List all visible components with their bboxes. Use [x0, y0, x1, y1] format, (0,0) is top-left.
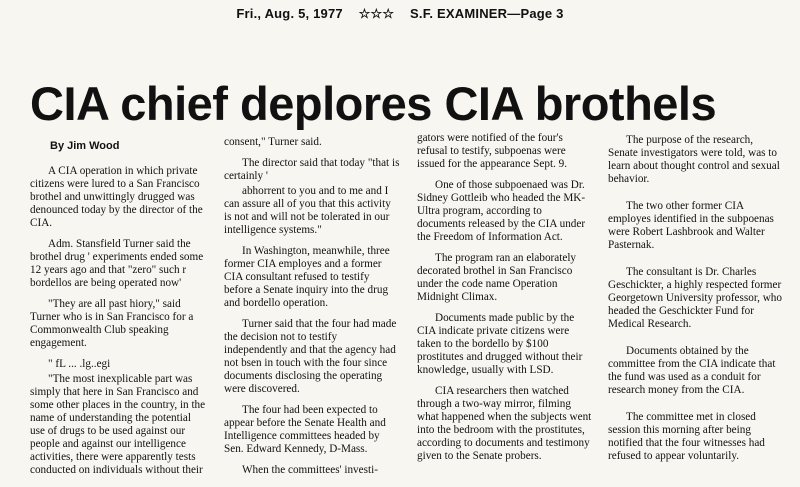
paragraph: CIA researchers then watched through a two-way mirror, filming what happened when the subjects went into the bedroom with the prostitutes, according to documents and testimony given to the Senate probers. [417, 385, 592, 462]
paragraph: abhorrent to you and to me and I can assure all of you that this activity is not and will not be tolerated in our intelligence systems." [224, 185, 391, 236]
paragraph: The committee met in closed session this morning after being notified that the four witnesses had refused to appear voluntarily. [608, 411, 765, 462]
garbled-subhead: " fL ... .lg..egi [48, 358, 111, 370]
paragraph: The purpose of the research, Senate investigators were told, was to learn about thought control and sexual behavior. [608, 134, 780, 185]
paragraph: consent," Turner said. [224, 136, 322, 148]
article-column-3 [417, 132, 593, 471]
paragraph: Adm. Stansfield Turner said the brothel drug ' experiments ended some 12 years ago and that "zero" such r bordellos are being operated now' [30, 238, 204, 289]
article-column-4 [608, 134, 784, 471]
paragraph: "The most inexplicable part was simply that here in San Francisco and some other places in the country, in the name of understanding the potential use of drugs to be used against our people and against our intelligence activities, there were apparently tests conducted on individuals without their [30, 373, 206, 476]
paragraph: In Washington, meanwhile, three former CIA employes and a former CIA consultant refused to testify before a Senate inquiry into the drug and bordello operation. [224, 245, 390, 309]
article-column-2 [224, 136, 400, 485]
headline: CIA chief deplores CIA brothels [30, 77, 717, 130]
paper-page: S.F. EXAMINER—Page 3 [410, 6, 564, 21]
paragraph: The four had been expected to appear before the Senate Health and Intelligence committees headed by Sen. Edward Kennedy, D-Mass. [224, 404, 386, 455]
paragraph: When the committees' investi- [242, 464, 378, 476]
article-column-1 [30, 140, 206, 485]
paragraph: The consultant is Dr. Charles Geschickter, a highly respected former Georgetown University professor, who headed the Geschickter Fund for Medical Research. [608, 266, 782, 330]
paragraph: The director said that today "that is certainly ' [224, 157, 400, 182]
paragraph: One of those subpoenaed was Dr. Sidney Gottleib who headed the MK-Ultra program, according to documents released by the CIA under the Freedom of Information Act. [417, 179, 586, 243]
stars-ornament: ☆☆☆ [358, 6, 395, 21]
paragraph: A CIA operation in which private citizens were lured to a San Francisco brothel and unwittingly drugged was denounced today by the director of the CIA. [30, 165, 203, 229]
paragraph: The program ran an elaborately decorated brothel in San Francisco under the code name Operation Midnight Climax. [417, 252, 577, 303]
masthead [0, 6, 800, 22]
paragraph: Documents obtained by the committee from the CIA indicate that the fund was used as a conduit for research money from the CIA. [608, 345, 776, 396]
byline: By Jim Wood [50, 140, 120, 152]
paragraph: gators were notified of the four's refusal to testify, subpoenas were issued for the appearance Sept. 9. [417, 132, 568, 170]
paragraph: Documents made public by the CIA indicate private citizens were taken to the bordello by $100 prostitutes and drugged without their knowledge, usually with LSD. [417, 312, 583, 376]
paragraph: The two other former CIA employes identified in the subpoenas were Robert Lashbrook and Walter Pasternak. [608, 200, 774, 251]
paragraph: "They are all past hiory," said Turner who is in San Francisco for a Commonwealth Club speaking engagement. [30, 298, 194, 349]
paragraph: Turner said that the four had made the decision not to testify independently and that the agency had not bsen in touch with the four since documents disclosing the operating were discovered. [224, 318, 397, 395]
issue-date: Fri., Aug. 5, 1977 [236, 6, 343, 21]
